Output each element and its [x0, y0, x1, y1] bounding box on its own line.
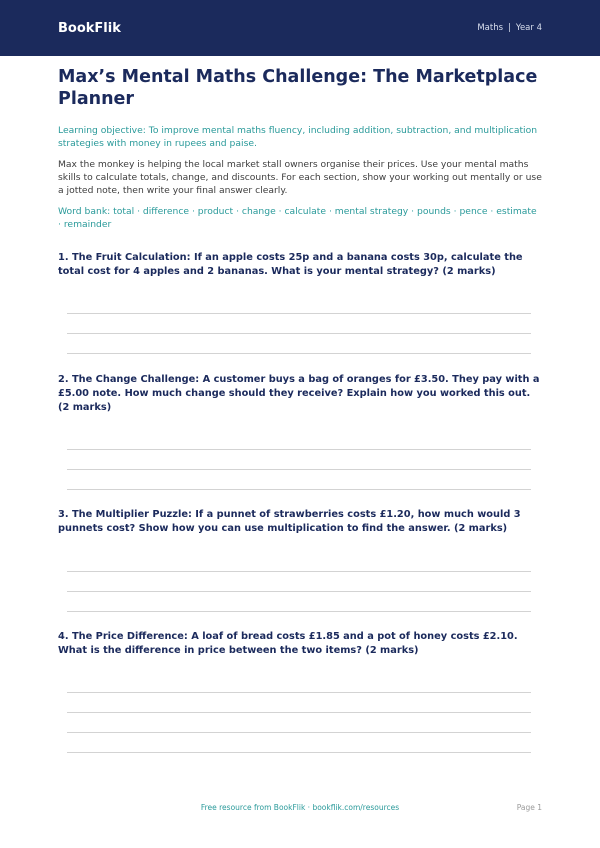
learning-objective: Learning objective: To improve mental maths fluency, including addition, subtraction, and multiplication strategies with money in rupees and paise.	[58, 125, 538, 149]
answer-line[interactable]	[67, 692, 531, 693]
question-2: 2. The Change Challenge: A customer buys a bag of oranges for £3.50. They pay with a £5.00 note. How much change should they receive? Explain how you worked this out. (2 marks)	[58, 374, 540, 413]
question-4: 4. The Price Difference: A loaf of bread costs £1.85 and a pot of honey costs £2.10. What is the difference in price between the two items? (2 marks)	[58, 631, 518, 656]
answer-line[interactable]	[67, 591, 531, 592]
year-label: Year 4	[515, 23, 542, 33]
page-number: Page 1	[516, 803, 542, 812]
answer-line[interactable]	[67, 449, 531, 450]
intro-paragraph: Max the monkey is helping the local market stall owners organise their prices. Use your mental maths skills to calculate totals, change, and discounts. For each section, show your working out mentally or use a jotted note, then write your final answer clearly.	[58, 159, 542, 196]
answer-line[interactable]	[67, 489, 531, 490]
intro-section	[58, 66, 542, 231]
answer-line[interactable]	[67, 333, 531, 334]
header-bar	[0, 0, 600, 56]
page-footer	[0, 803, 600, 815]
brand-logo[interactable]: BookFlik	[58, 20, 121, 36]
worksheet-title: Max’s Mental Maths Challenge: The Marketplace Planner	[58, 67, 538, 109]
answer-line[interactable]	[67, 469, 531, 470]
answer-line[interactable]	[67, 732, 531, 733]
question-1: 1. The Fruit Calculation: If an apple costs 25p and a banana costs 30p, calculate the total cost for 4 apples and 2 bananas. What is your mental strategy? (2 marks)	[58, 252, 523, 277]
answer-line[interactable]	[67, 752, 531, 753]
footer-resource-link[interactable]: Free resource from BookFlik · bookflik.com/resources	[200, 803, 400, 812]
word-bank: Word bank: total · difference · product · change · calculate · mental strategy · pounds · pence · estimate · remainder	[58, 206, 537, 230]
question-3: 3. The Multiplier Puzzle: If a punnet of strawberries costs £1.20, how much would 3 punnets cost? Show how you can use multiplication to find the answer. (2 marks)	[58, 509, 521, 534]
answer-line[interactable]	[67, 571, 531, 572]
answer-line[interactable]	[67, 313, 531, 314]
meta-separator: |	[508, 23, 511, 33]
answer-line[interactable]	[67, 353, 531, 354]
answer-line[interactable]	[67, 611, 531, 612]
subject-year-label	[477, 23, 542, 33]
subject-label: Maths	[477, 23, 504, 33]
answer-line[interactable]	[67, 712, 531, 713]
